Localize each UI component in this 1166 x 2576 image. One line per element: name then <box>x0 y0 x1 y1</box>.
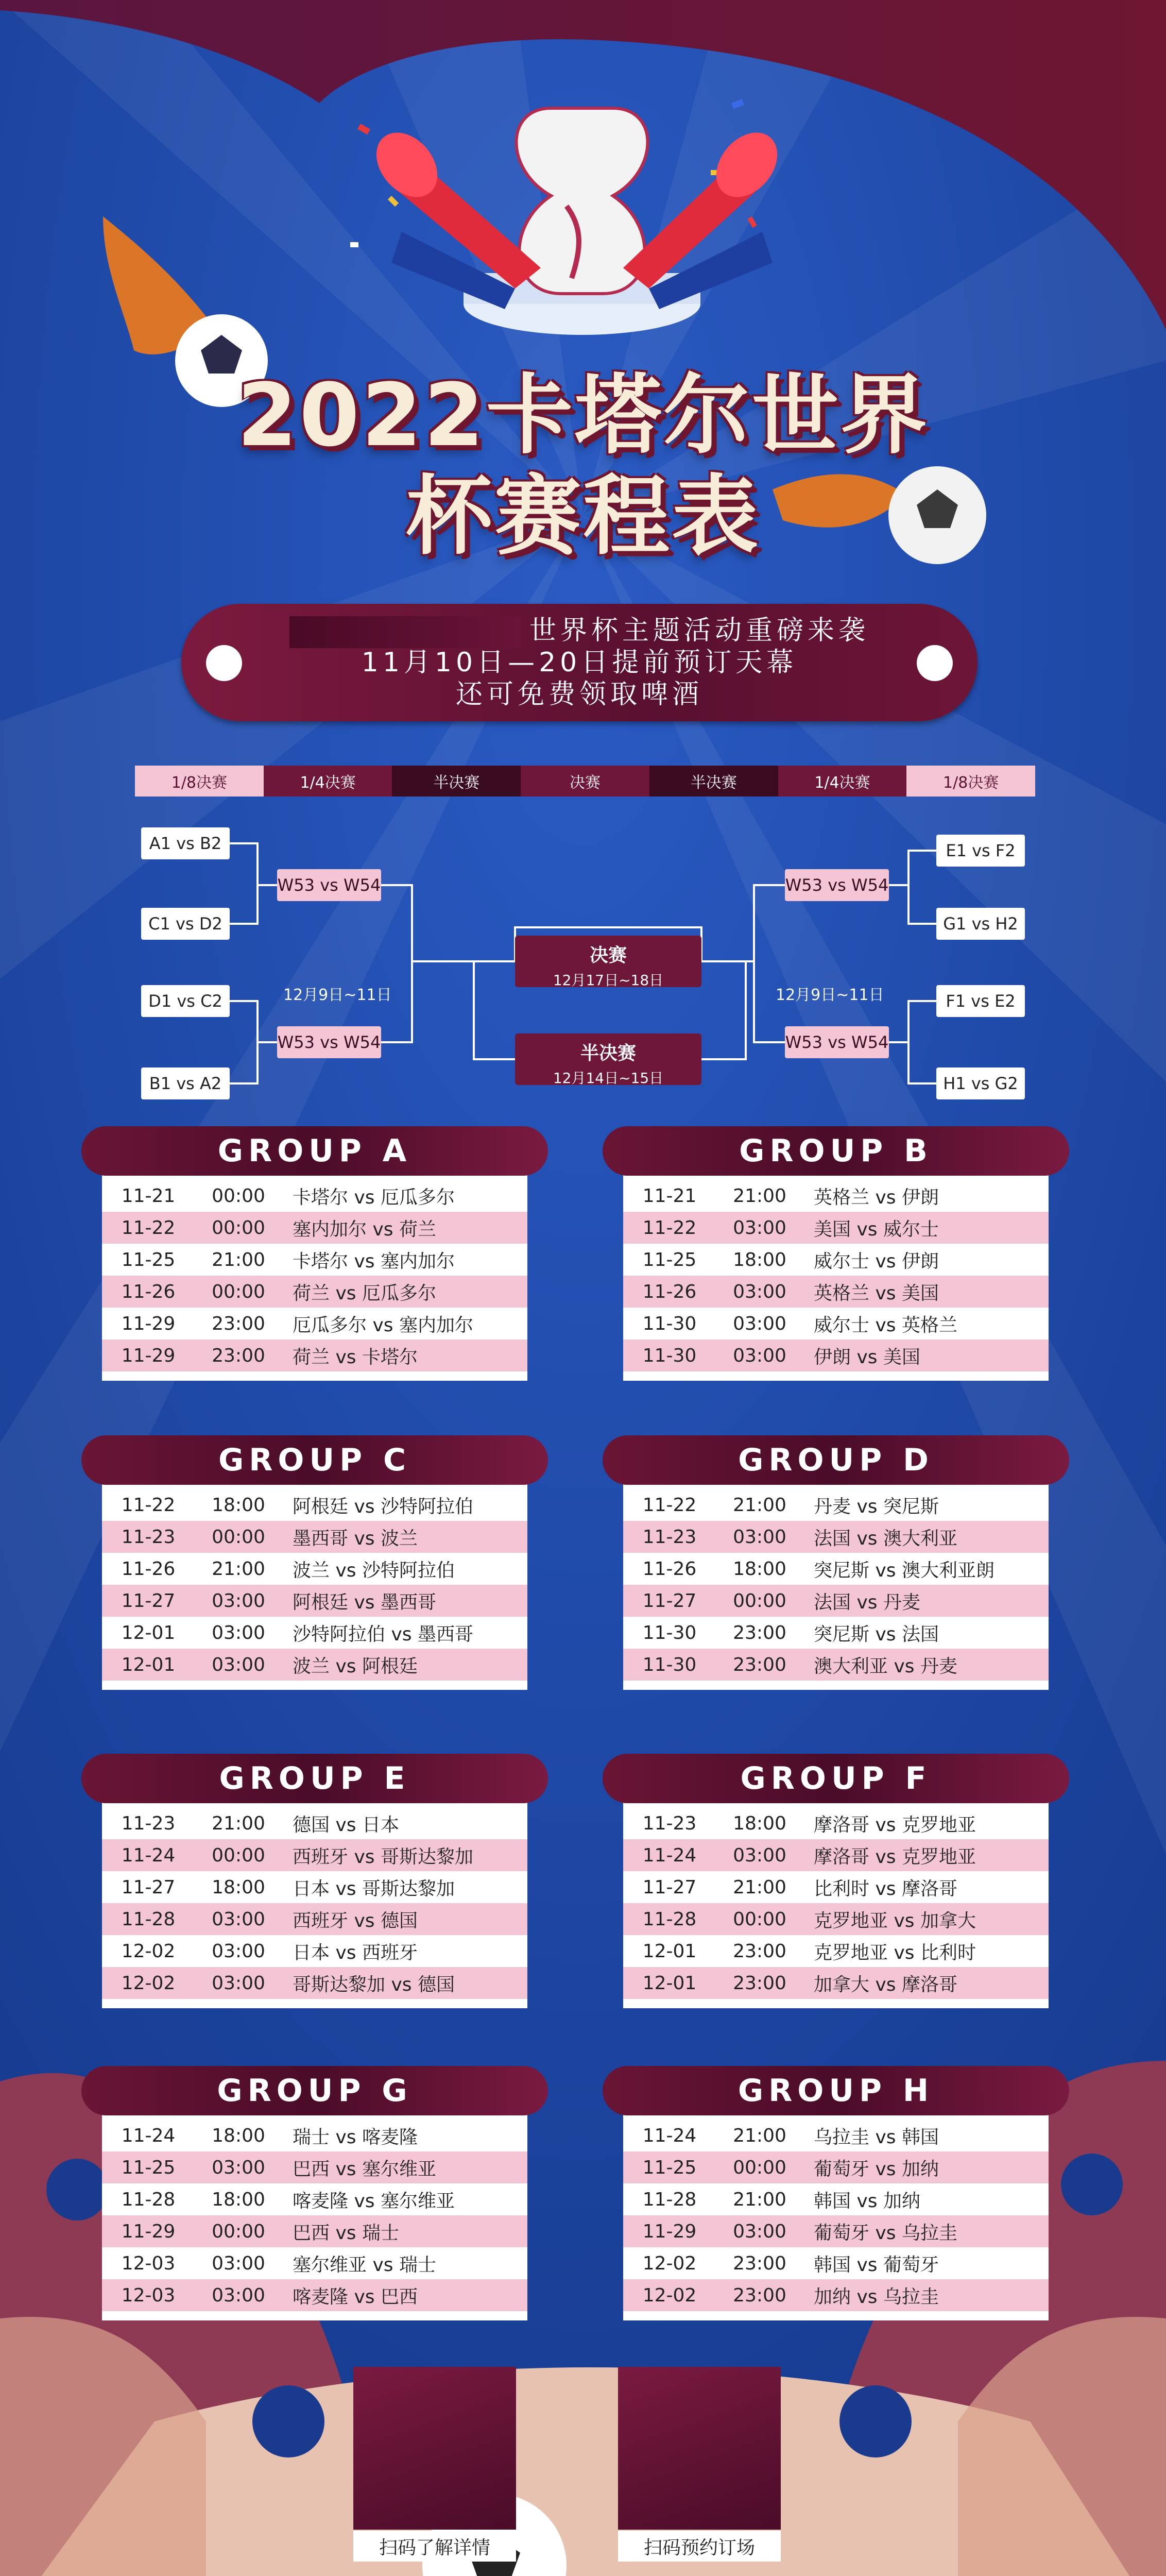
stage-r16-right: 1/8决赛 <box>906 766 1035 796</box>
qf-right-1: W53 vs W54 <box>785 869 889 901</box>
match-row <box>102 1839 527 1871</box>
match-teams: 阿根廷 vs 沙特阿拉伯 <box>293 1496 473 1517</box>
match-time: 03:00 <box>212 1972 265 1994</box>
match-time: 18:00 <box>212 1876 265 1898</box>
announcement-line3: 还可免费领取啤酒 <box>455 679 703 710</box>
match-teams: 日本 vs 西班牙 <box>293 1942 418 1963</box>
match-row <box>102 1180 527 1212</box>
qr-code-left <box>353 2367 516 2530</box>
match-date: 11-25 <box>642 1249 697 1270</box>
match-teams: 丹麦 vs 突尼斯 <box>814 1496 939 1517</box>
match-date: 11-29 <box>121 1345 176 1366</box>
match-date: 11-27 <box>121 1590 176 1612</box>
qf-left-1: W53 vs W54 <box>277 869 381 901</box>
match-date: 11-27 <box>121 1876 176 1898</box>
match-row <box>102 1212 527 1244</box>
match-time: 18:00 <box>733 1812 786 1834</box>
group-title: GROUP F <box>603 1754 1069 1803</box>
match-row <box>623 1617 1049 1649</box>
match-teams: 加纳 vs 乌拉圭 <box>814 2286 939 2308</box>
match-date: 11-22 <box>121 1217 176 1239</box>
match-time: 00:00 <box>733 2157 786 2178</box>
group-body <box>623 1797 1049 2008</box>
match-time: 00:00 <box>212 1526 265 1548</box>
match-date: 11-23 <box>642 1526 697 1548</box>
qf-date-right: 12月9日~11日 <box>776 986 884 1004</box>
match-time: 03:00 <box>733 1281 786 1302</box>
match-time: 03:00 <box>212 1590 265 1612</box>
match-row <box>623 2215 1049 2247</box>
match-teams: 巴西 vs 塞尔维亚 <box>293 2158 436 2180</box>
match-date: 12-02 <box>121 1940 176 1962</box>
match-date: 11-28 <box>642 2189 697 2210</box>
match-row <box>102 1340 527 1371</box>
match-date: 11-24 <box>121 1844 176 1866</box>
match-teams: 伊朗 vs 美国 <box>814 1346 920 1368</box>
match-row <box>623 1839 1049 1871</box>
match-teams: 澳大利亚 vs 丹麦 <box>814 1655 957 1677</box>
match-time: 18:00 <box>212 1494 265 1516</box>
group-title: GROUP B <box>603 1126 1069 1176</box>
match-row <box>623 1212 1049 1244</box>
match-teams: 荷兰 vs 卡塔尔 <box>293 1346 418 1368</box>
match-date: 11-21 <box>121 1185 176 1207</box>
match-teams: 韩国 vs 葡萄牙 <box>814 2254 939 2276</box>
match-row <box>623 1521 1049 1553</box>
match-time: 23:00 <box>733 1654 786 1675</box>
match-row <box>102 1617 527 1649</box>
match-teams: 法国 vs 丹麦 <box>814 1591 920 1613</box>
match-row <box>623 1489 1049 1521</box>
r16-left-1: A1 vs B2 <box>141 827 230 859</box>
group-body <box>623 1479 1049 1690</box>
match-row <box>623 1935 1049 1967</box>
match-time: 03:00 <box>733 1526 786 1548</box>
match-time: 23:00 <box>733 2284 786 2306</box>
match-teams: 喀麦隆 vs 巴西 <box>293 2286 418 2308</box>
match-date: 12-01 <box>121 1654 176 1675</box>
match-time: 23:00 <box>733 1940 786 1962</box>
match-date: 11-29 <box>642 2221 697 2242</box>
match-teams: 克罗地亚 vs 比利时 <box>814 1942 976 1963</box>
match-date: 11-30 <box>642 1313 697 1334</box>
match-teams: 厄瓜多尔 vs 塞内加尔 <box>293 1314 473 1336</box>
match-date: 12-02 <box>642 2252 697 2274</box>
match-date: 11-25 <box>642 2157 697 2178</box>
match-date: 11-22 <box>642 1494 697 1516</box>
match-date: 11-28 <box>121 1908 176 1930</box>
match-teams: 克罗地亚 vs 加拿大 <box>814 1910 976 1931</box>
match-row <box>623 1308 1049 1340</box>
match-date: 11-29 <box>121 2221 176 2242</box>
match-row <box>623 2151 1049 2183</box>
match-time: 03:00 <box>212 1908 265 1930</box>
match-teams: 波兰 vs 沙特阿拉伯 <box>293 1560 455 1581</box>
match-teams: 荷兰 vs 厄瓜多尔 <box>293 1282 436 1304</box>
group-body <box>102 1170 527 1381</box>
match-teams: 摩洛哥 vs 克罗地亚 <box>814 1814 976 1836</box>
match-row <box>623 1180 1049 1212</box>
match-time: 03:00 <box>733 1345 786 1366</box>
match-date: 11-22 <box>121 1494 176 1516</box>
match-teams: 阿根廷 vs 墨西哥 <box>293 1591 436 1613</box>
match-time: 23:00 <box>733 1972 786 1994</box>
final-date: 12月17日~18日 <box>553 972 664 989</box>
match-row <box>102 1649 527 1681</box>
match-row <box>623 1244 1049 1276</box>
match-row <box>623 2183 1049 2215</box>
match-date: 11-26 <box>642 1281 697 1302</box>
match-date: 11-26 <box>642 1558 697 1580</box>
match-time: 03:00 <box>212 2284 265 2306</box>
match-time: 00:00 <box>212 1217 265 1239</box>
match-row <box>102 2247 527 2279</box>
r16-left-2: C1 vs D2 <box>141 908 230 940</box>
match-row <box>623 1649 1049 1681</box>
match-time: 03:00 <box>212 1622 265 1643</box>
match-date: 12-01 <box>642 1972 697 1994</box>
match-date: 12-01 <box>121 1622 176 1643</box>
match-time: 23:00 <box>733 2252 786 2274</box>
stage-sf-left: 半决赛 <box>392 766 521 796</box>
stage-bar <box>135 766 1035 796</box>
qf-right-2: W53 vs W54 <box>785 1026 889 1058</box>
match-date: 11-30 <box>642 1654 697 1675</box>
match-row <box>623 1903 1049 1935</box>
match-time: 00:00 <box>733 1590 786 1612</box>
match-row <box>102 2215 527 2247</box>
match-teams: 葡萄牙 vs 乌拉圭 <box>814 2222 957 2244</box>
stage-sf-right: 半决赛 <box>649 766 778 796</box>
match-date: 11-25 <box>121 1249 176 1270</box>
stage-qf-right: 1/4决赛 <box>778 766 907 796</box>
match-time: 21:00 <box>733 1185 786 1207</box>
match-time: 03:00 <box>733 2221 786 2242</box>
match-time: 03:00 <box>212 2157 265 2178</box>
match-date: 12-02 <box>121 1972 176 1994</box>
match-row <box>623 2279 1049 2311</box>
group-title: GROUP A <box>81 1126 548 1176</box>
match-date: 11-28 <box>642 1908 697 1930</box>
page-title-line2: 杯赛程表 <box>406 466 760 567</box>
match-teams: 葡萄牙 vs 加纳 <box>814 2158 939 2180</box>
match-date: 11-27 <box>642 1590 697 1612</box>
match-time: 18:00 <box>212 2189 265 2210</box>
match-teams: 韩国 vs 加纳 <box>814 2190 920 2212</box>
match-teams: 威尔士 vs 伊朗 <box>814 1250 939 1272</box>
match-teams: 加拿大 vs 摩洛哥 <box>814 1974 957 1995</box>
match-row <box>102 1276 527 1308</box>
match-date: 11-30 <box>642 1345 697 1366</box>
match-time: 03:00 <box>212 2252 265 2274</box>
qr-label-right: 扫码预约订场 <box>618 2531 781 2562</box>
r16-left-3: D1 vs C2 <box>141 985 230 1017</box>
r16-left-4: B1 vs A2 <box>141 1067 230 1099</box>
match-date: 11-22 <box>642 1217 697 1239</box>
match-time: 21:00 <box>733 1876 786 1898</box>
match-teams: 威尔士 vs 英格兰 <box>814 1314 957 1336</box>
match-time: 03:00 <box>733 1844 786 1866</box>
match-row <box>102 1244 527 1276</box>
match-teams: 比利时 vs 摩洛哥 <box>814 1878 957 1900</box>
match-row <box>623 1276 1049 1308</box>
match-time: 00:00 <box>733 1908 786 1930</box>
match-teams: 卡塔尔 vs 塞内加尔 <box>293 1250 455 1272</box>
match-time: 00:00 <box>212 1185 265 1207</box>
semi-date: 12月14日~15日 <box>553 1070 664 1087</box>
match-row <box>102 1585 527 1617</box>
group-title: GROUP E <box>81 1754 548 1803</box>
match-teams: 乌拉圭 vs 韩国 <box>814 2126 939 2148</box>
match-time: 00:00 <box>212 2221 265 2242</box>
stage-r16-left: 1/8决赛 <box>135 766 264 796</box>
match-row <box>102 1903 527 1935</box>
match-date: 12-03 <box>121 2252 176 2274</box>
group-title: GROUP C <box>81 1435 548 1485</box>
match-row <box>623 1340 1049 1371</box>
announcement-line2: 11月10日—20日提前预订天幕 <box>361 647 798 678</box>
announcement-line1: 世界杯主题活动重磅来袭 <box>529 615 869 646</box>
qr-label-left: 扫码了解详情 <box>353 2531 516 2562</box>
match-teams: 塞内加尔 vs 荷兰 <box>293 1218 436 1240</box>
match-time: 21:00 <box>212 1812 265 1834</box>
match-time: 21:00 <box>212 1249 265 1270</box>
final-box <box>515 936 701 987</box>
match-date: 11-21 <box>642 1185 697 1207</box>
semi-title: 半决赛 <box>580 1043 636 1064</box>
match-row <box>102 1521 527 1553</box>
match-time: 03:00 <box>733 1217 786 1239</box>
match-time: 00:00 <box>212 1281 265 1302</box>
match-date: 11-23 <box>642 1812 697 1834</box>
match-row <box>623 1807 1049 1839</box>
match-teams: 墨西哥 vs 波兰 <box>293 1528 418 1549</box>
match-date: 12-02 <box>642 2284 697 2306</box>
match-date: 11-23 <box>121 1526 176 1548</box>
match-row <box>102 1935 527 1967</box>
match-row <box>102 2183 527 2215</box>
match-date: 11-26 <box>121 1281 176 1302</box>
match-time: 21:00 <box>212 1558 265 1580</box>
page-title-line1: 2022卡塔尔世界 <box>237 365 929 466</box>
match-row <box>623 2120 1049 2151</box>
match-teams: 法国 vs 澳大利亚 <box>814 1528 957 1549</box>
match-teams: 日本 vs 哥斯达黎加 <box>293 1878 455 1900</box>
match-time: 21:00 <box>733 1494 786 1516</box>
match-date: 11-30 <box>642 1622 697 1643</box>
match-row <box>623 2247 1049 2279</box>
match-row <box>102 1489 527 1521</box>
match-row <box>102 1871 527 1903</box>
match-time: 18:00 <box>733 1249 786 1270</box>
r16-right-2: G1 vs H2 <box>936 908 1025 940</box>
match-row <box>623 1967 1049 1999</box>
match-teams: 塞尔维亚 vs 瑞士 <box>293 2254 436 2276</box>
match-teams: 巴西 vs 瑞士 <box>293 2222 399 2244</box>
group-title: GROUP D <box>603 1435 1069 1485</box>
stage-final: 决赛 <box>521 766 649 796</box>
match-date: 11-24 <box>642 1844 697 1866</box>
match-date: 11-25 <box>121 2157 176 2178</box>
group-body <box>102 1797 527 2008</box>
match-time: 23:00 <box>212 1345 265 1366</box>
r16-right-3: F1 vs E2 <box>936 985 1025 1017</box>
match-date: 11-28 <box>121 2189 176 2210</box>
group-title: GROUP G <box>81 2066 548 2115</box>
match-teams: 英格兰 vs 伊朗 <box>814 1187 939 1208</box>
match-date: 11-29 <box>121 1313 176 1334</box>
match-row <box>623 1553 1049 1585</box>
match-teams: 摩洛哥 vs 克罗地亚 <box>814 1846 976 1868</box>
match-date: 11-26 <box>121 1558 176 1580</box>
r16-right-1: E1 vs F2 <box>936 835 1025 867</box>
match-time: 18:00 <box>212 2125 265 2146</box>
match-teams: 卡塔尔 vs 厄瓜多尔 <box>293 1187 455 1208</box>
match-time: 00:00 <box>212 1844 265 1866</box>
group-title: GROUP H <box>603 2066 1069 2115</box>
match-date: 11-27 <box>642 1876 697 1898</box>
match-time: 18:00 <box>733 1558 786 1580</box>
match-teams: 喀麦隆 vs 塞尔维亚 <box>293 2190 455 2212</box>
match-teams: 美国 vs 威尔士 <box>814 1218 939 1240</box>
match-time: 03:00 <box>212 1654 265 1675</box>
match-row <box>102 2120 527 2151</box>
match-teams: 突尼斯 vs 法国 <box>814 1623 939 1645</box>
qf-date-left: 12月9日~11日 <box>283 986 392 1004</box>
match-row <box>102 1967 527 1999</box>
match-teams: 西班牙 vs 德国 <box>293 1910 418 1931</box>
match-time: 21:00 <box>733 2189 786 2210</box>
match-date: 11-24 <box>121 2125 176 2146</box>
match-row <box>623 1871 1049 1903</box>
match-date: 12-01 <box>642 1940 697 1962</box>
match-time: 03:00 <box>733 1313 786 1334</box>
match-date: 12-03 <box>121 2284 176 2306</box>
match-teams: 西班牙 vs 哥斯达黎加 <box>293 1846 473 1868</box>
match-time: 23:00 <box>733 1622 786 1643</box>
match-teams: 英格兰 vs 美国 <box>814 1282 939 1304</box>
match-teams: 哥斯达黎加 vs 德国 <box>293 1974 455 1995</box>
match-row <box>102 2279 527 2311</box>
match-time: 23:00 <box>212 1313 265 1334</box>
stage-qf-left: 1/4决赛 <box>264 766 392 796</box>
match-row <box>102 1308 527 1340</box>
redacted-brand <box>289 616 521 648</box>
final-title: 决赛 <box>589 945 627 966</box>
match-teams: 波兰 vs 阿根廷 <box>293 1655 418 1677</box>
group-body <box>623 1170 1049 1381</box>
match-date: 11-23 <box>121 1812 176 1834</box>
match-row <box>623 1585 1049 1617</box>
match-teams: 沙特阿拉伯 vs 墨西哥 <box>293 1623 473 1645</box>
group-body <box>102 2109 527 2320</box>
match-row <box>102 2151 527 2183</box>
qf-left-2: W53 vs W54 <box>277 1026 381 1058</box>
announcement-banner <box>181 604 978 721</box>
match-row <box>102 1807 527 1839</box>
match-teams: 瑞士 vs 喀麦隆 <box>293 2126 418 2148</box>
r16-right-4: H1 vs G2 <box>936 1067 1025 1099</box>
match-row <box>102 1553 527 1585</box>
match-date: 11-24 <box>642 2125 697 2146</box>
qr-code-right <box>618 2367 781 2530</box>
match-teams: 德国 vs 日本 <box>293 1814 399 1836</box>
match-time: 03:00 <box>212 1940 265 1962</box>
match-teams: 突尼斯 vs 澳大利亚朗 <box>814 1560 994 1581</box>
group-body <box>623 2109 1049 2320</box>
semi-box <box>515 1033 701 1085</box>
match-time: 21:00 <box>733 2125 786 2146</box>
group-body <box>102 1479 527 1690</box>
